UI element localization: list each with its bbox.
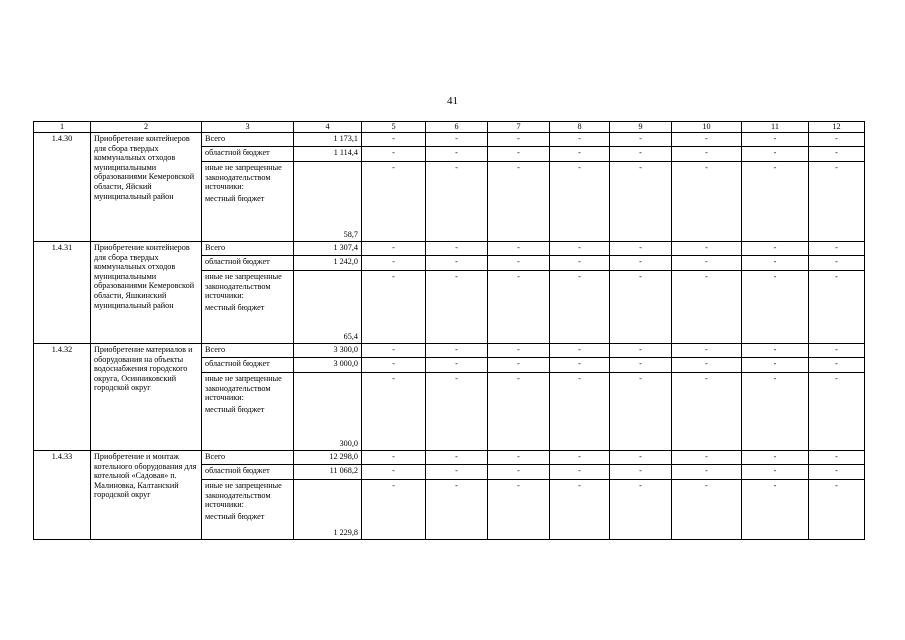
empty-value: -: [488, 373, 550, 451]
header-cell: 2: [91, 122, 202, 133]
empty-value: -: [488, 271, 550, 344]
value-regional: 1 114,4: [294, 147, 362, 162]
value-local: 58,7: [294, 162, 362, 242]
header-cell: 12: [809, 122, 865, 133]
empty-value: -: [488, 344, 550, 358]
empty-value: -: [362, 133, 426, 147]
empty-value: -: [488, 358, 550, 373]
source-other-cell: [202, 162, 294, 242]
empty-value: -: [426, 358, 488, 373]
empty-value: -: [488, 242, 550, 256]
table-row: [34, 451, 865, 465]
value-regional: 3 000,0: [294, 358, 362, 373]
empty-value: -: [742, 358, 809, 373]
empty-value: -: [742, 147, 809, 162]
source-total-label: Всего: [202, 344, 294, 358]
source-regional-label: областной бюджет: [202, 256, 294, 271]
empty-value: -: [426, 480, 488, 540]
empty-value: -: [426, 147, 488, 162]
empty-value: -: [550, 358, 610, 373]
empty-value: -: [426, 162, 488, 242]
empty-value: -: [362, 242, 426, 256]
value-total: 3 300,0: [294, 344, 362, 358]
source-other-cell: [202, 373, 294, 451]
page-number: 41: [447, 95, 458, 107]
empty-value: -: [550, 147, 610, 162]
empty-value: -: [742, 480, 809, 540]
source-other-label: иные не запрещенные законодательством источники:: [205, 272, 282, 301]
empty-value: -: [672, 271, 742, 344]
header-cell: 7: [488, 122, 550, 133]
source-local-label: местный бюджет: [205, 302, 265, 312]
empty-value: -: [809, 451, 865, 465]
empty-value: -: [550, 451, 610, 465]
empty-value: -: [550, 373, 610, 451]
empty-value: -: [809, 271, 865, 344]
value-local: 300,0: [294, 373, 362, 451]
value-local: 1 229,8: [294, 480, 362, 540]
empty-value: -: [809, 344, 865, 358]
empty-value: -: [672, 133, 742, 147]
empty-value: -: [362, 358, 426, 373]
table-row: [34, 133, 865, 147]
empty-value: -: [809, 162, 865, 242]
header-row: [34, 122, 865, 133]
empty-value: -: [362, 256, 426, 271]
empty-value: -: [550, 242, 610, 256]
empty-value: -: [362, 162, 426, 242]
empty-value: -: [610, 465, 672, 480]
row-name: Приобретение материалов и оборудования на объекты водоснабжения городского округа, Осинниковский городской округ: [91, 344, 202, 451]
empty-value: -: [672, 465, 742, 480]
empty-value: -: [610, 358, 672, 373]
empty-value: -: [809, 133, 865, 147]
empty-value: -: [426, 256, 488, 271]
empty-value: -: [488, 451, 550, 465]
empty-value: -: [488, 256, 550, 271]
value-total: 1 173,1: [294, 133, 362, 147]
empty-value: -: [488, 465, 550, 480]
row-code: 1.4.33: [34, 451, 91, 540]
empty-value: -: [488, 480, 550, 540]
empty-value: -: [488, 133, 550, 147]
table-row: [34, 242, 865, 256]
source-local-label: местный бюджет: [205, 511, 265, 521]
source-other-cell: [202, 480, 294, 540]
header-cell: 4: [294, 122, 362, 133]
empty-value: -: [362, 451, 426, 465]
source-other-label: иные не запрещенные законодательством источники:: [205, 163, 282, 192]
empty-value: -: [809, 147, 865, 162]
empty-value: -: [550, 162, 610, 242]
empty-value: -: [610, 242, 672, 256]
table-row: [34, 344, 865, 358]
empty-value: -: [426, 465, 488, 480]
empty-value: -: [362, 480, 426, 540]
header-cell: 11: [742, 122, 809, 133]
source-regional-label: областной бюджет: [202, 358, 294, 373]
empty-value: -: [610, 133, 672, 147]
empty-value: -: [488, 147, 550, 162]
source-total-label: Всего: [202, 133, 294, 147]
empty-value: -: [809, 465, 865, 480]
empty-value: -: [610, 344, 672, 358]
empty-value: -: [672, 358, 742, 373]
header-cell: 9: [610, 122, 672, 133]
source-other-cell: [202, 271, 294, 344]
empty-value: -: [672, 256, 742, 271]
empty-value: -: [426, 271, 488, 344]
empty-value: -: [742, 271, 809, 344]
empty-value: -: [742, 373, 809, 451]
empty-value: -: [362, 373, 426, 451]
header-cell: 3: [202, 122, 294, 133]
value-total: 1 307,4: [294, 242, 362, 256]
empty-value: -: [672, 162, 742, 242]
empty-value: -: [610, 451, 672, 465]
empty-value: -: [610, 162, 672, 242]
source-other-label: иные не запрещенные законодательством источники:: [205, 374, 282, 403]
header-cell: 5: [362, 122, 426, 133]
empty-value: -: [742, 465, 809, 480]
empty-value: -: [550, 344, 610, 358]
empty-value: -: [742, 451, 809, 465]
empty-value: -: [426, 373, 488, 451]
header-cell: 10: [672, 122, 742, 133]
empty-value: -: [426, 133, 488, 147]
value-total: 12 298,0: [294, 451, 362, 465]
empty-value: -: [362, 147, 426, 162]
empty-value: -: [742, 162, 809, 242]
empty-value: -: [809, 242, 865, 256]
empty-value: -: [550, 256, 610, 271]
value-local: 65,4: [294, 271, 362, 344]
empty-value: -: [742, 242, 809, 256]
empty-value: -: [362, 465, 426, 480]
header-cell: 6: [426, 122, 488, 133]
empty-value: -: [426, 242, 488, 256]
empty-value: -: [550, 465, 610, 480]
empty-value: -: [610, 373, 672, 451]
empty-value: -: [362, 271, 426, 344]
empty-value: -: [610, 147, 672, 162]
empty-value: -: [362, 344, 426, 358]
row-name: Приобретение и монтаж котельного оборудования для котельной «Садовая» п. Малиновка, Калтанский городской округ: [91, 451, 202, 540]
source-local-label: местный бюджет: [205, 193, 265, 203]
source-other-label: иные не запрещенные законодательством источники:: [205, 481, 282, 510]
source-regional-label: областной бюджет: [202, 465, 294, 480]
row-name: Приобретение контейнеров для сбора твердых коммунальных отходов муниципальными образованиями Кемеровской области, Яшкинский муниципальный район: [91, 242, 202, 344]
empty-value: -: [809, 373, 865, 451]
empty-value: -: [742, 344, 809, 358]
row-code: 1.4.31: [34, 242, 91, 344]
row-name: Приобретение контейнеров для сбора твердых коммунальных отходов муниципальными образованиями Кемеровской области, Яйский муниципальный район: [91, 133, 202, 242]
source-total-label: Всего: [202, 242, 294, 256]
empty-value: -: [550, 480, 610, 540]
empty-value: -: [550, 271, 610, 344]
header-cell: 1: [34, 122, 91, 133]
source-local-label: местный бюджет: [205, 404, 265, 414]
empty-value: -: [742, 133, 809, 147]
source-total-label: Всего: [202, 451, 294, 465]
value-regional: 1 242,0: [294, 256, 362, 271]
empty-value: -: [809, 480, 865, 540]
row-code: 1.4.32: [34, 344, 91, 451]
empty-value: -: [809, 358, 865, 373]
empty-value: -: [610, 256, 672, 271]
empty-value: -: [672, 451, 742, 465]
value-regional: 11 068,2: [294, 465, 362, 480]
empty-value: -: [809, 256, 865, 271]
empty-value: -: [426, 451, 488, 465]
empty-value: -: [742, 256, 809, 271]
budget-table: [33, 121, 865, 540]
empty-value: -: [672, 242, 742, 256]
empty-value: -: [672, 344, 742, 358]
empty-value: -: [672, 480, 742, 540]
empty-value: -: [672, 147, 742, 162]
row-code: 1.4.30: [34, 133, 91, 242]
source-regional-label: областной бюджет: [202, 147, 294, 162]
empty-value: -: [488, 162, 550, 242]
empty-value: -: [672, 373, 742, 451]
empty-value: -: [610, 480, 672, 540]
empty-value: -: [550, 133, 610, 147]
header-cell: 8: [550, 122, 610, 133]
empty-value: -: [610, 271, 672, 344]
empty-value: -: [426, 344, 488, 358]
